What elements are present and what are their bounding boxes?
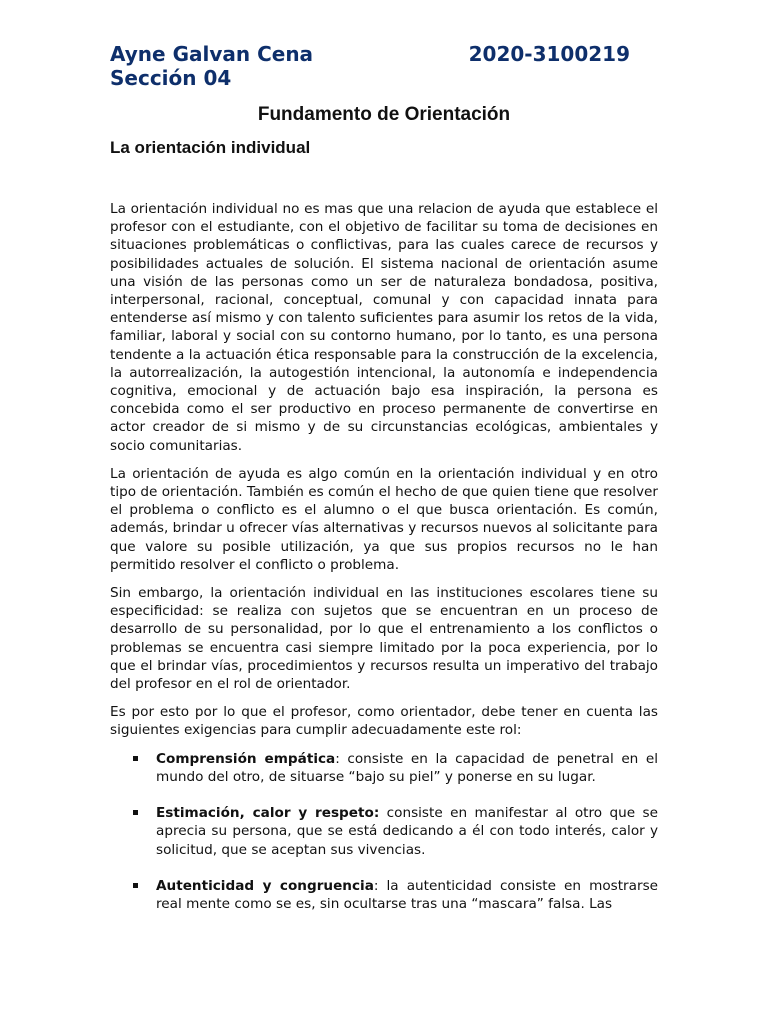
section-label: Sección 04: [110, 66, 232, 90]
square-bullet-icon: [133, 810, 138, 815]
paragraph: Es por esto por lo que el profesor, como orientador, debe tener en cuenta las siguientes exigencias para cumplir adecuadamente este rol:: [110, 704, 658, 739]
student-id: 2020-3100219: [468, 42, 630, 66]
requirements-list: [110, 750, 658, 913]
list-item-term: Comprensión empática: [156, 750, 336, 767]
list-item-text: : consiste en la capacidad de penetral en el mundo del otro, de situarse “bajo su piel” y ponerse en su lugar.: [156, 750, 658, 785]
list-item: [110, 804, 658, 859]
list-item: [110, 750, 658, 786]
paragraph: La orientación individual no es mas que una relacion de ayuda que establece el profesor con el estudiante, con el objetivo de facilitar su toma de decisiones en situaciones problemáticas o conflictivas, para las cuales carece de recursos y posibilidades actuales de solución. El sistema nacional de orientación asume una visión de las personas como un ser de naturaleza bondadosa, positiva, interpersonal, racional, conceptual, comunal y con capacidad innata para entenderse así mismo y con talento suficientes para asumir los retos de la vida, familiar, laboral y social con su contorno humano, por lo tanto, es una persona tendente a la actuación ética responsable para la construcción de la excelencia, la autorrealización, la autogestión intencional, la autonomía e independencia cognitiva, emocional y de actuación bajo esa inspiración, la persona es concebida como el ser productivo en proceso permanente de convertirse en actor creador de si mismo y de su circunstancias ecológicas, ambientales y socio comunitarias.: [110, 201, 658, 454]
list-item: [110, 877, 658, 913]
section-heading: La orientación individual: [110, 138, 311, 157]
square-bullet-icon: [133, 756, 138, 761]
list-item-term: Estimación, calor y respeto:: [156, 805, 380, 822]
author-name: Ayne Galvan Cena: [110, 42, 314, 66]
list-item-term: Autenticidad y congruencia: [156, 877, 374, 894]
list-item-text: consiste en manifestar al otro que se aprecia su persona, que se está dedicando a él con todo interés, calor y solicitud, que se aceptan sus vivencias.: [156, 805, 658, 858]
document-title: Fundamento de Orientación: [257, 104, 511, 125]
paragraph: La orientación de ayuda es algo común en la orientación individual y en otro tipo de orientación. También es común el hecho de que quien tiene que resolver el problema o conflicto es el alumno o el que busca orientación. Es común, además, brindar u ofrecer vías alternativas y recursos nuevos al solicitante para que valore su posible utilización, ya que sus propios recursos no le han permitido resolver el conflicto o problema.: [110, 465, 658, 573]
paragraph: Sin embargo, la orientación individual en las instituciones escolares tiene su especificidad: se realiza con sujetos que se encuentran en un proceso de desarrollo de su personalidad, por lo que el entrenamiento a los conflictos o problemas se encuentra casi siempre limitado por la poca experiencia, por lo que el brindar vías, procedimientos y recursos resulta un imperativo del trabajo del profesor en el rol de orientador.: [110, 585, 658, 693]
list-item-text: : la autenticidad consiste en mostrarse real mente como se es, sin ocultarse tras una “mascara” falsa. Las: [156, 877, 659, 912]
square-bullet-icon: [133, 883, 138, 888]
author-header: [110, 42, 650, 90]
document-body: [110, 200, 658, 931]
